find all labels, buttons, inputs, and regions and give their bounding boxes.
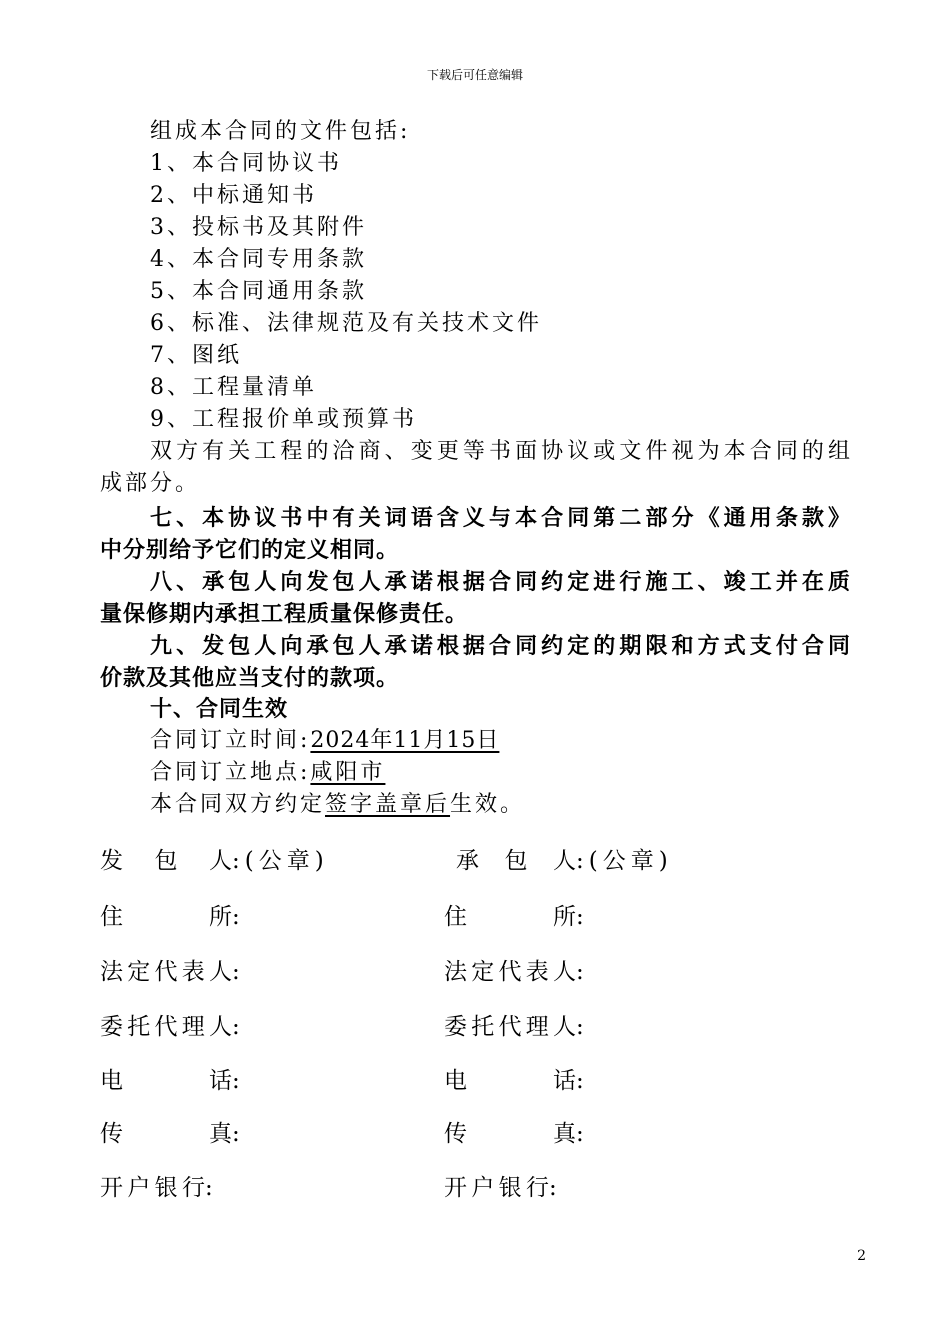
contractor-phone-colon: : xyxy=(576,1068,584,1094)
document-item-2: 2、中标通知书 xyxy=(150,183,317,208)
contract-time-value: 2024年11月15日 xyxy=(310,728,500,753)
contract-place-value: 咸阳市 xyxy=(310,760,386,785)
contractor-fax-colon: : xyxy=(576,1121,584,1147)
effect-condition: 签字盖章后 xyxy=(325,792,451,817)
document-item-4: 4、本合同专用条款 xyxy=(150,247,367,272)
contractor-address-row xyxy=(444,901,584,933)
employer-representative-row xyxy=(100,956,240,988)
clause-8-line-1: 八、承包人向发包人承诺根据合同约定进行施工、竣工并在质 xyxy=(150,569,850,595)
clause-8-line-2: 量保修期内承担工程质量保修责任。 xyxy=(100,601,469,627)
documents-intro: 组成本合同的文件包括: xyxy=(150,119,411,144)
contractor-fax-row xyxy=(444,1118,584,1150)
contractor-phone-row xyxy=(444,1065,584,1097)
employer-representative-colon: : xyxy=(232,959,240,985)
clause-9-line-1: 九、发包人向承包人承诺根据合同约定的期限和方式支付合同 xyxy=(150,633,850,659)
employer-bank-colon: : xyxy=(205,1175,213,1201)
employer-address-colon: : xyxy=(232,904,240,930)
contractor-agent-colon: : xyxy=(576,1014,584,1040)
page-number: 2 xyxy=(857,1248,866,1264)
clause-7-line-1: 七、本协议书中有关词语含义与本合同第二部分《通用条款》 xyxy=(150,505,850,531)
contractor-fax-label: 传真 xyxy=(444,1121,576,1147)
employer-bank-row xyxy=(100,1172,213,1204)
contract-time-row xyxy=(150,725,499,757)
contractor-representative-row xyxy=(444,956,584,988)
contractor-phone-label: 电话 xyxy=(444,1068,576,1094)
employer-representative-label: 法定代表人 xyxy=(100,959,232,985)
employer-fax-colon: : xyxy=(232,1121,240,1147)
contractor-representative-colon: : xyxy=(576,959,584,985)
page-header: 下载后可任意编辑 xyxy=(426,68,523,82)
contract-time-label: 合同订立时间: xyxy=(150,728,311,753)
employer-agent-label: 委托代理人 xyxy=(100,1014,232,1040)
employer-agent-row xyxy=(100,1011,240,1043)
contractor-address-label: 住所 xyxy=(444,904,576,930)
document-item-1: 1、本合同协议书 xyxy=(150,151,342,176)
document-item-3: 3、投标书及其附件 xyxy=(150,215,367,240)
employer-fax-label: 传真 xyxy=(100,1121,232,1147)
supplement-line-1: 双方有关工程的洽商、变更等书面协议或文件视为本合同的组 xyxy=(150,439,850,464)
supplement-line-2: 成部分。 xyxy=(100,471,201,496)
employer-phone-label: 电话 xyxy=(100,1068,232,1094)
employer-seal: :(公章) xyxy=(232,848,329,874)
employer-address-row xyxy=(100,901,240,933)
document-item-5: 5、本合同通用条款 xyxy=(150,279,367,304)
employer-label: 发包人 xyxy=(100,848,232,874)
employer-phone-colon: : xyxy=(232,1068,240,1094)
contractor-label: 承包人 xyxy=(456,848,576,874)
employer-address-label: 住所 xyxy=(100,904,232,930)
employer-agent-colon: : xyxy=(232,1014,240,1040)
clause-9-line-2: 价款及其他应当支付的款项。 xyxy=(100,665,400,691)
contract-place-row xyxy=(150,757,385,789)
contractor-representative-label: 法定代表人 xyxy=(444,959,576,985)
contract-effect-row xyxy=(150,789,525,821)
contractor-agent-label: 委托代理人 xyxy=(444,1014,576,1040)
clause-10-heading: 十、合同生效 xyxy=(150,696,289,722)
document-item-8: 8、工程量清单 xyxy=(150,375,317,400)
employer-fax-row xyxy=(100,1118,240,1150)
contractor-seal: :(公章) xyxy=(576,848,673,874)
contractor-bank-row xyxy=(444,1172,557,1204)
document-item-7: 7、图纸 xyxy=(150,343,242,368)
document-item-6: 6、标准、法律规范及有关技术文件 xyxy=(150,311,542,336)
employer-phone-row xyxy=(100,1065,240,1097)
contractor-address-colon: : xyxy=(576,904,584,930)
contractor-party-row xyxy=(456,845,673,877)
contractor-agent-row xyxy=(444,1011,584,1043)
document-item-9: 9、工程报价单或预算书 xyxy=(150,407,417,432)
contractor-bank-label: 开户银行 xyxy=(444,1175,549,1201)
effect-suffix: 生效。 xyxy=(450,792,526,817)
contract-place-label: 合同订立地点: xyxy=(150,760,311,785)
effect-prefix: 本合同双方约定 xyxy=(150,792,326,817)
clause-7-line-2: 中分别给予它们的定义相同。 xyxy=(100,537,400,563)
employer-bank-label: 开户银行 xyxy=(100,1175,205,1201)
contractor-bank-colon: : xyxy=(549,1175,557,1201)
employer-party-row xyxy=(100,845,329,877)
